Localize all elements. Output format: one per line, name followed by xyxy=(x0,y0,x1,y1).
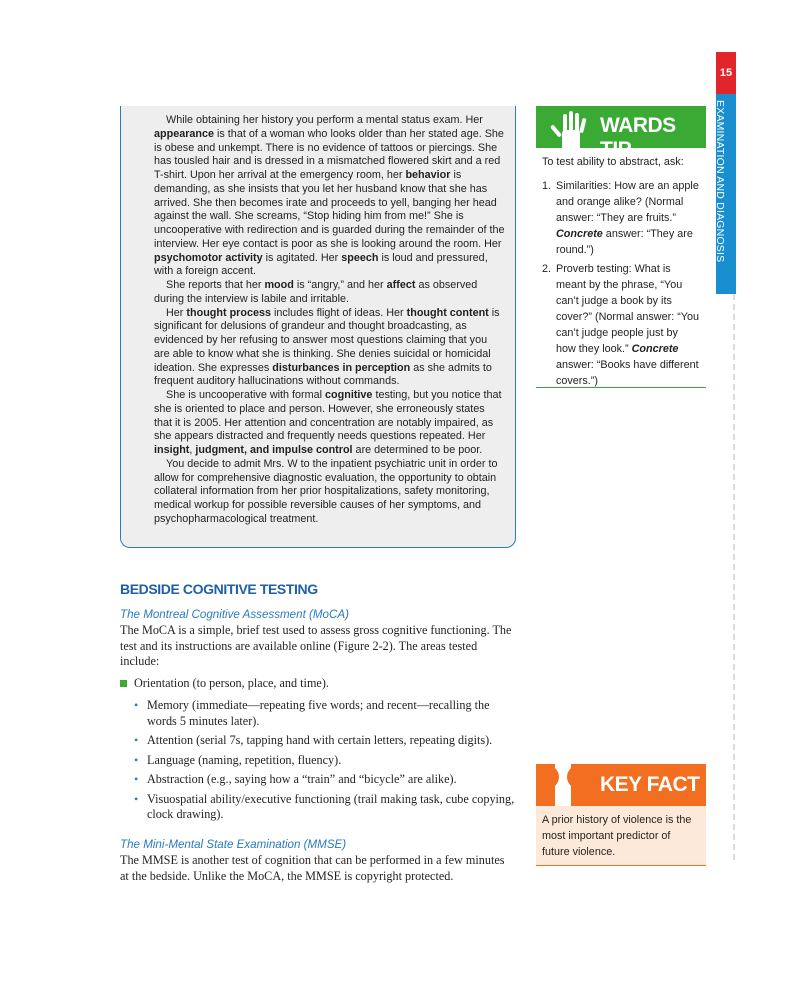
wards-tip-box xyxy=(536,106,706,388)
bold-term: speech xyxy=(341,251,379,264)
text-run: as observed during the interview is labile and irritable. xyxy=(154,279,478,305)
key-fact-title: KEY FACT xyxy=(600,773,700,796)
bold-term: insight xyxy=(154,444,190,456)
case-box xyxy=(120,106,516,548)
wards-tip-body xyxy=(536,148,706,388)
bullet-icon: • xyxy=(134,772,139,786)
list-item-text: Visuospatial ability/executive functioning (trail making task, cube copying, clock drawing). xyxy=(147,791,515,821)
moca-title: The Montreal Cognitive Assessment (MoCA) xyxy=(120,607,349,621)
hand-icon xyxy=(542,108,592,148)
moca-list xyxy=(120,698,516,823)
bold-term: judgment, and impulse control xyxy=(195,444,353,456)
text-run: includes flight of ideas. Her xyxy=(270,306,407,319)
bullet-icon: • xyxy=(134,698,139,712)
bold-term: behavior xyxy=(405,169,451,181)
text-run: She is uncooperative with formal xyxy=(166,389,326,401)
text-run: is agitated. Her xyxy=(262,251,342,264)
mmse-text: The MMSE is another test of cognition that can be performed in a few minutes at the bedside. Unlike the MoCA, the MMSE is copyright protected. xyxy=(120,853,505,883)
bold-term: thought process xyxy=(186,306,271,319)
key-icon xyxy=(552,764,574,806)
case-paragraph xyxy=(154,458,505,527)
key-fact-header xyxy=(536,764,706,806)
bullet-icon: • xyxy=(134,752,139,767)
list-item xyxy=(134,792,516,823)
mmse-title: The Mini-Mental State Examination (MMSE) xyxy=(120,837,347,851)
text-run: Her xyxy=(166,306,187,319)
key-fact-body: A prior history of violence is the most important predictor of future violence. xyxy=(536,806,706,866)
page-number: 15 xyxy=(716,52,736,94)
case-paragraph xyxy=(154,279,505,307)
list-item-text: Orientation (to person, place, and time). xyxy=(134,675,329,690)
list-item xyxy=(134,698,516,729)
case-paragraph xyxy=(154,114,505,279)
text-run: are determined to be poor. xyxy=(352,444,483,456)
case-paragraph xyxy=(154,389,505,458)
bold-term: thought content xyxy=(406,306,489,319)
text-run: You decide to admit Mrs. W to the inpatient psychiatric unit in order to allow for comprehensive diagnostic evaluation, the opportunity to obtain collateral information from her prior hospitalizations, safety monitoring, medical workup for possible reversible causes of her symptoms, and psychopharmacological treatment. xyxy=(154,457,498,525)
text-run: testing, but you notice that she is oriented to place and person. However, she erroneously states that it is 2005. Her attention and concentration are notably impaired, as she appears distracted and frequently needs questions repeated. Her xyxy=(154,389,502,443)
chapter-label: EXAMINATION AND DIAGNOSIS xyxy=(714,100,726,263)
bold-term: appearance xyxy=(154,127,215,140)
list-item-text: Abstraction (e.g., saying how a “train” and “bicycle” are alike). xyxy=(147,772,457,786)
list-item xyxy=(134,733,516,749)
text-run: answer: “Books have different covers.”) xyxy=(556,359,699,387)
text-run: is that of a woman who looks older than her stated age. She is obese and unkempt. There is no evidence of tattoos or piercings. She has tousled hair and is dressed in a mismatched flowered skirt and a red T-shirt. Upon her arrival at the emergency room, her xyxy=(154,127,504,181)
text-run: is demanding, as she insists that you let her husband know that she has arrived. She then becomes irate and proceeds to yell, banging her head against the wall. She screams, “Stop hiding him from me!” She is uncooperative with redirection and is guarded during the remainder of the interview. Her eye contact is poor as she is looking around the room. Her xyxy=(154,169,505,250)
moca-intro: The MoCA is a simple, brief test used to assess gross cognitive functioning. The test and its instructions are available online (Figure 2-2). The areas tested include: xyxy=(120,623,512,668)
list-item xyxy=(134,772,516,788)
wards-tip-item xyxy=(542,261,700,389)
list-item xyxy=(134,753,516,769)
bold-term: psychomotor activity xyxy=(154,251,263,264)
bold-term: disturbances in perception xyxy=(272,361,411,374)
text-run: Similarities: How are an apple and orange alike? (Normal answer: “They are fruits.” xyxy=(556,180,699,224)
wards-tip-item xyxy=(542,178,700,258)
bullet-icon: • xyxy=(134,733,139,747)
text-run: While obtaining her history you perform a mental status exam. Her xyxy=(166,114,483,126)
main-content xyxy=(120,582,516,890)
section-title: BEDSIDE COGNITIVE TESTING xyxy=(120,581,318,597)
text-run: is loud and pressured, with a foreign accent. xyxy=(154,251,488,278)
page-edge-decoration xyxy=(733,294,735,864)
bold-term: Concrete xyxy=(556,228,603,240)
list-item-orientation xyxy=(120,676,516,692)
wards-tip-header xyxy=(536,106,706,161)
square-bullet-icon xyxy=(120,680,127,687)
key-fact-box xyxy=(536,764,706,866)
wards-tip-intro: To test ability to abstract, ask: xyxy=(542,156,684,168)
case-paragraph xyxy=(154,307,505,390)
text-run: She reports that her xyxy=(166,279,265,291)
item-number: 2. xyxy=(542,263,552,275)
bold-term: Concrete xyxy=(631,343,679,355)
list-item-text: Memory (immediate—repeating five words; and recent—recalling the words 5 minutes later). xyxy=(147,698,490,728)
bold-term: cognitive xyxy=(325,389,373,401)
item-number: 1. xyxy=(542,180,552,192)
bold-term: mood xyxy=(264,279,294,291)
list-item-text: Language (naming, repetition, fluency). xyxy=(147,752,342,767)
text-run: as she admits to frequent auditory hallucinations without commands. xyxy=(154,361,492,388)
text-run: answer: “They are round.”) xyxy=(556,228,693,256)
text-run: is “angry,” and her xyxy=(293,279,387,291)
wards-tip-title: WARDS TIP xyxy=(600,114,676,161)
list-item-text: Attention (serial 7s, tapping hand with certain letters, repeating digits). xyxy=(147,733,493,747)
text-run: is significant for delusions of grandeur and thought broadcasting, as evidenced by her refusing to answer most questions claiming that you are able to know what she is thinking. She denies suicidal or homicidal ideation. She expresses xyxy=(154,306,500,374)
bold-term: affect xyxy=(386,279,416,291)
wards-tip-list xyxy=(542,178,700,389)
text-run: , xyxy=(189,444,196,456)
text-run: Proverb testing: What is meant by the phrase, “You can’t judge a book by its cover?” (Normal answer: “You can’t judge people just by how they look.” xyxy=(556,263,700,355)
bullet-icon: • xyxy=(134,791,139,806)
